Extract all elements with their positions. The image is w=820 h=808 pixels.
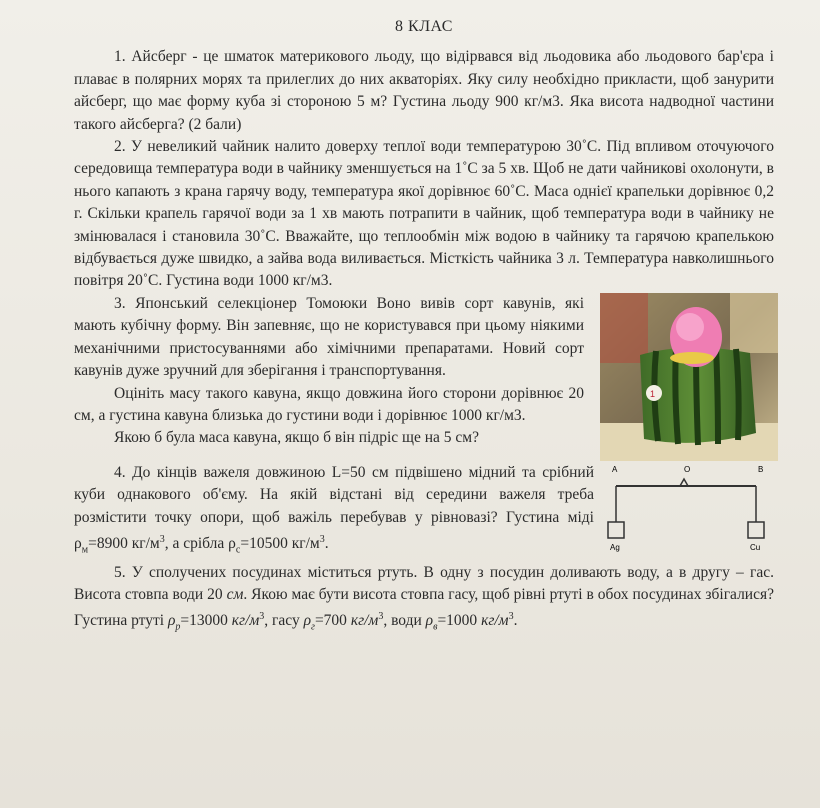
problem-5: 5. У сполучених посудинах міститься ртуть. В одну з посудин доливають воду, а в другу – гас. Висота стовпа води 20 см. Якою має бути висота стовпа гасу, щоб рівні ртуті в обох посудинах збігалися? Густина ртуті $\rho_р=13000$ $кг/м^3$, гасу $\rho_г=700$ $кг/м^3$, води $\rho_в=1000$ $кг/м^3$. [74,563,774,633]
problem-3-question: Якою б була маса кавуна, якщо б він підріс ще на 5 см? [114,429,479,447]
lever-diagram [604,462,774,554]
problem-3-task: Оцініть масу такого кавуна, якщо довжина його сторони дорівнює 20 см, а густина кавуна близька до густини води і дорівнює 1000 кг/м3. [74,384,584,424]
cube-watermelon-photo [600,293,778,461]
label-cu: Cu [750,542,761,552]
problem-4: 4. До кінців важеля довжиною L=50 см підвішено мідний та срібний куби однакового об'єму. На якій відстані від середини важеля треба розмістити точку опори, щоб важіль перебував у рівновазі? Густина міді $\rho_м=8900$ $кг/м^3$, а срібла $\rho_с=10500$ $кг/м^3$. [74,463,594,556]
problem-1: 1. Айсберг - це шматок материкового льоду, що відірвався від льодовика або льодового бар'єра і плаває в полярних морях та прилеглих до них акваторіях. Яку силу необхідно прикласти, щоб занурити айсберг, що має форму куба зі стороною 5 м? Густина льоду 900 кг/м3. Яка висота надводної частини такого айсберга? (2 бали) [74,48,774,133]
problem-2: 2. У невеликий чайник налито доверху теплої води температурою 30˚С. Під впливом оточуючого середовища температура води в чайнику зменшується на 1˚С за 5 хв. Щоб не дати чайникові охолонути, в нього капають з крана гарячу воду, температура якої дорівнює 60˚С. Маса однієї крапельки дорівнює 0,2 г. Скільки крапель гарячої води за 1 хв мають потрапити в чайник, щоб температура води в чайнику не змінювалася і становила 30˚С. Вважайте, що теплообмін між водою в чайнику та гарячою крапелькою відбувається дуже швидко, а зайва вода виливається. Місткість чайника 3 л. Температура навколишнього повітря 20˚С. Густина води 1000 кг/м3. [74,138,774,290]
worksheet [74,14,774,639]
problem-3-block [74,293,774,450]
photo-sticker-label: 1 [650,388,656,399]
silver-cube-icon [608,522,624,538]
label-o: O [684,464,691,474]
label-a: A [612,464,618,474]
watermelon-image [600,293,778,461]
problem-4-block [74,462,774,562]
label-b: B [758,464,764,474]
fulcrum-icon [680,479,688,486]
copper-cube-icon [748,522,764,538]
problem-3-intro: 3. Японський селекціонер Томоюки Воно вивів сорт кавунів, які мають кубічну форму. Він запевняє, що не користувався при цьому ніякими механічними пристосуваннями або хімічними препаратами. Новий сорт кавунів дуже зручний для зберігання і транспортування. [74,294,584,380]
page-title: 8 КЛАС [395,18,453,35]
label-ag: Ag [610,542,620,552]
